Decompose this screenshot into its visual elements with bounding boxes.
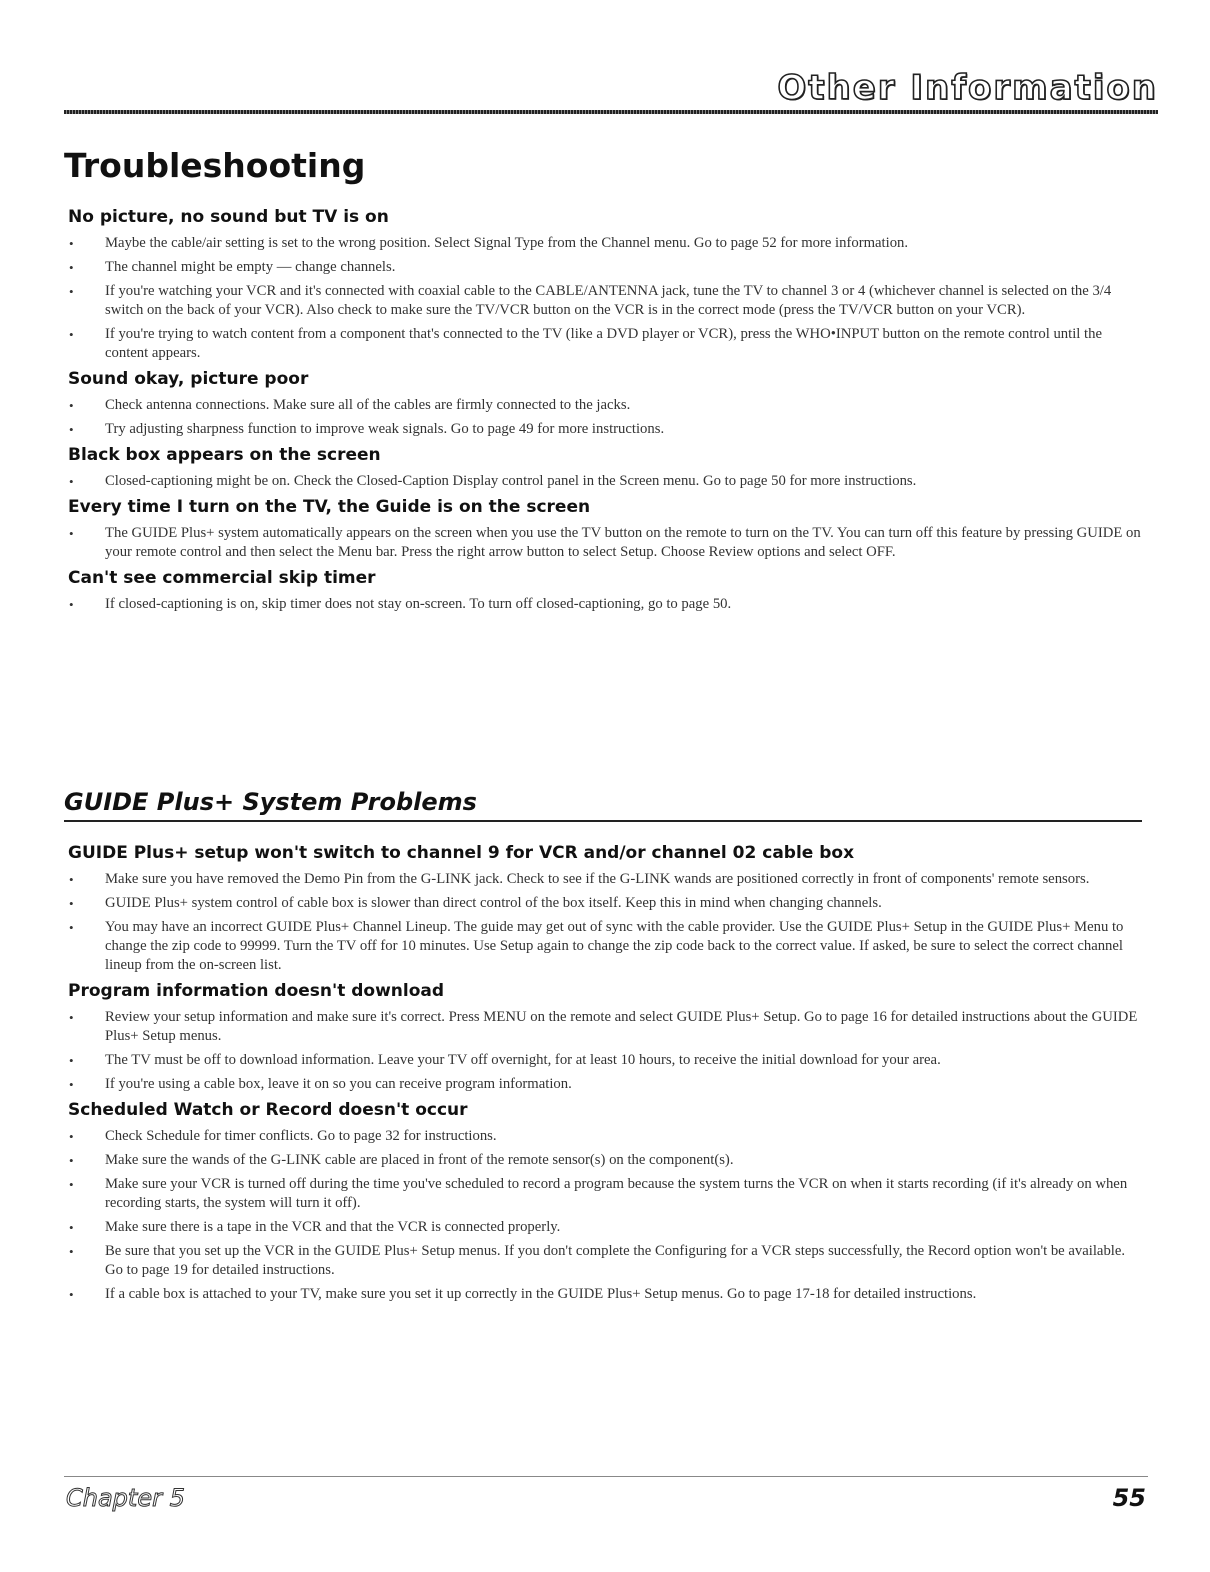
bullet-list bbox=[68, 1127, 1144, 1304]
header-rule bbox=[64, 110, 1158, 114]
section-black-box bbox=[68, 444, 1144, 491]
list-item: • Review your setup information and make sure it's correct. Press MENU on the remote and select GUIDE Plus+ Setup. Go to page 16 for detailed instructions about the GUIDE Plus+ Setup menus. bbox=[68, 1008, 1144, 1046]
section-heading: Every time I turn on the TV, the Guide is on the screen bbox=[68, 497, 591, 517]
section-heading: Black box appears on the screen bbox=[68, 445, 381, 465]
section-no-picture bbox=[68, 206, 1144, 363]
list-item: • If you're watching your VCR and it's connected with coaxial cable to the CABLE/ANTENNA jack, tune the TV to channel 3 or 4 (whichever channel is selected on the 3/4 switch on the back of your VCR). Also check to make sure the TV/VCR button on the VCR is in the correct mode (press the TV/VCR button on your VCR). bbox=[68, 282, 1144, 320]
page-number: 55 bbox=[1112, 1484, 1146, 1512]
section-heading: Scheduled Watch or Record doesn't occur bbox=[68, 1100, 468, 1120]
list-item: • If you're trying to watch content from a component that's connected to the TV (like a DVD player or VCR), press the WHO•INPUT button on the remote control until the content appears. bbox=[68, 325, 1144, 363]
section-skip-timer bbox=[68, 567, 1144, 614]
list-item: • Try adjusting sharpness function to improve weak signals. Go to page 49 for more instructions. bbox=[68, 420, 1144, 439]
list-item: • If closed-captioning is on, skip timer does not stay on-screen. To turn off closed-captioning, go to page 50. bbox=[68, 595, 1144, 614]
troubleshooting-content bbox=[68, 206, 1144, 619]
section-setup-channel bbox=[68, 842, 1144, 975]
section-heading: GUIDE Plus+ setup won't switch to channel 9 for VCR and/or channel 02 cable box bbox=[68, 843, 855, 863]
bullet-list bbox=[68, 396, 1144, 439]
list-item: • Make sure your VCR is turned off during the time you've scheduled to record a program because the system turns the VCR on when it starts recording (if it's already on when recording starts, the system will turn it off). bbox=[68, 1175, 1144, 1213]
list-item: • Be sure that you set up the VCR in the GUIDE Plus+ Setup menus. If you don't complete the Configuring for a VCR steps successfully, the Record option won't be available. Go to page 19 for detailed instructions. bbox=[68, 1242, 1144, 1280]
list-item: • You may have an incorrect GUIDE Plus+ Channel Lineup. The guide may get out of sync with the cable provider. Use the GUIDE Plus+ Setup in the GUIDE Plus+ Menu to change the zip code to 99999. Turn the TV off for 10 minutes. Use Setup again to change the zip code back to the correct value. If asked, be sure to select the correct channel lineup from the on-screen list. bbox=[68, 918, 1144, 975]
page-title: Troubleshooting bbox=[64, 146, 366, 185]
list-item: • Maybe the cable/air setting is set to the wrong position. Select Signal Type from the Channel menu. Go to page 52 for more information. bbox=[68, 234, 1144, 253]
list-item: • Make sure you have removed the Demo Pin from the G-LINK jack. Check to see if the G-LINK wands are positioned correctly in front of components' remote sensors. bbox=[68, 870, 1144, 889]
bullet-list bbox=[68, 1008, 1144, 1094]
list-item: • Check Schedule for timer conflicts. Go to page 32 for instructions. bbox=[68, 1127, 1144, 1146]
section-heading: Sound okay, picture poor bbox=[68, 369, 309, 389]
footer-rule bbox=[64, 1476, 1148, 1477]
bullet-list bbox=[68, 595, 1144, 614]
section-heading: Can't see commercial skip timer bbox=[68, 568, 376, 588]
footer-chapter: Chapter 5 bbox=[66, 1484, 185, 1512]
list-item: • The channel might be empty — change channels. bbox=[68, 258, 1144, 277]
list-item: • Closed-captioning might be on. Check the Closed-Caption Display control panel in the Screen menu. Go to page 50 for more instructions. bbox=[68, 472, 1144, 491]
header-title: Other Information bbox=[777, 68, 1158, 108]
list-item: • If a cable box is attached to your TV, make sure you set it up correctly in the GUIDE Plus+ Setup menus. Go to page 17-18 for detailed instructions. bbox=[68, 1285, 1144, 1304]
list-item: • The TV must be off to download information. Leave your TV off overnight, for at least 10 hours, to receive the initial download for your area. bbox=[68, 1051, 1144, 1070]
list-item: • The GUIDE Plus+ system automatically appears on the screen when you use the TV button on the remote to turn on the TV. You can turn off this feature by pressing GUIDE on your remote control and then select the Menu bar. Press the right arrow button to select Setup. Choose Review options and select OFF. bbox=[68, 524, 1144, 562]
list-item: • GUIDE Plus+ system control of cable box is slower than direct control of the box itself. Keep this in mind when changing channels. bbox=[68, 894, 1144, 913]
list-item: • If you're using a cable box, leave it on so you can receive program information. bbox=[68, 1075, 1144, 1094]
bullet-list bbox=[68, 524, 1144, 562]
section-picture-poor bbox=[68, 368, 1144, 439]
bullet-list bbox=[68, 234, 1144, 363]
list-item: • Make sure there is a tape in the VCR and that the VCR is connected properly. bbox=[68, 1218, 1144, 1237]
list-item: • Check antenna connections. Make sure all of the cables are firmly connected to the jacks. bbox=[68, 396, 1144, 415]
list-item: • Make sure the wands of the G-LINK cable are placed in front of the remote sensor(s) on the component(s). bbox=[68, 1151, 1144, 1170]
bullet-list bbox=[68, 870, 1144, 975]
section-guide-on-screen bbox=[68, 496, 1144, 562]
bullet-list bbox=[68, 472, 1144, 491]
section-no-download bbox=[68, 980, 1144, 1094]
guide-problems-heading: GUIDE Plus+ System Problems bbox=[64, 788, 1142, 822]
section-heading: No picture, no sound but TV is on bbox=[68, 207, 389, 227]
section-scheduled-watch bbox=[68, 1099, 1144, 1304]
guide-problems-content bbox=[68, 842, 1144, 1309]
section-heading: Program information doesn't download bbox=[68, 981, 445, 1001]
